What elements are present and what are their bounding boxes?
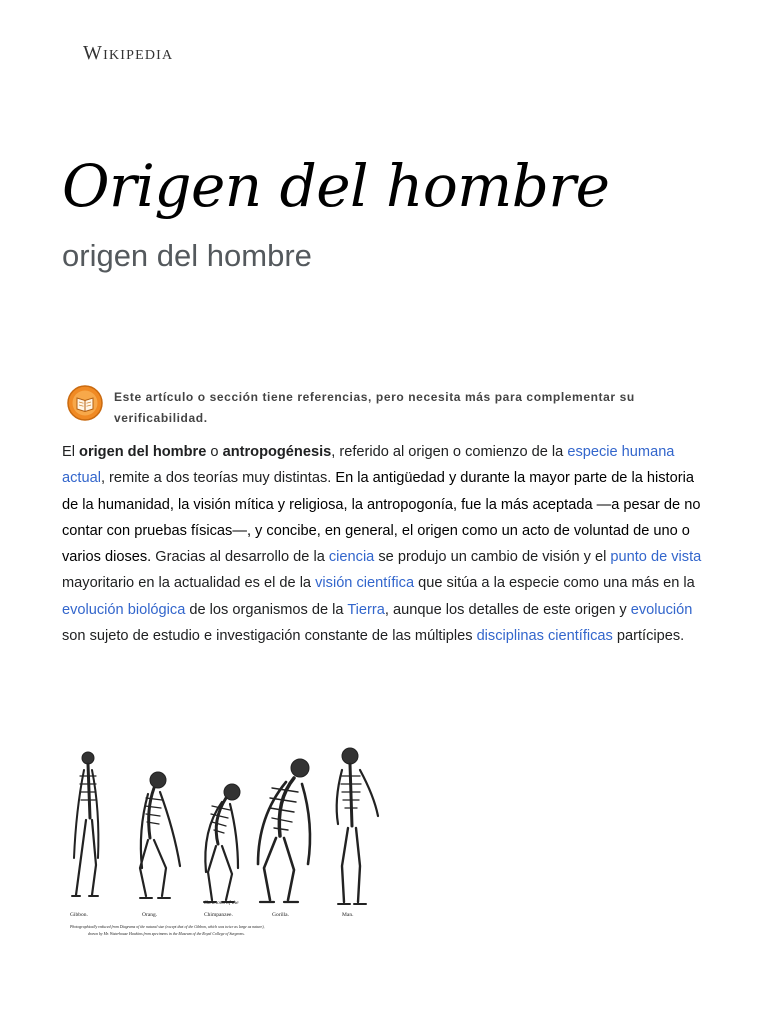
lead-text: , remite a dos teorías muy distintas.: [100, 470, 336, 487]
link-evolucion[interactable]: evolución: [630, 601, 693, 618]
link-especie-humana-actual[interactable]: especie humana actual: [62, 444, 675, 487]
lead-text: El: [62, 444, 80, 460]
link-ciencia[interactable]: ciencia: [328, 549, 375, 566]
orang-skeleton: [140, 772, 180, 898]
book-icon: [66, 384, 104, 422]
label-skeletons-heading: Skeletons of the: [204, 900, 239, 906]
lead-text: , referido al origen o comienzo de la: [331, 444, 568, 460]
label-chimpanzee: Chimpanzee.: [204, 912, 233, 918]
cut-off-caption-line: [62, 966, 702, 974]
lead-text: mayoritario en la actualidad es el de la: [62, 575, 316, 592]
lead-text: son sujeto de estudio e investigación constante de las múltiples: [62, 628, 477, 645]
highlighted-text: En la antigüedad y durante la mayor parte de la historia de la humanidad, la visión mítica y religiosa, la antropogonía, fue la más aceptada —a pesar de no contar con pruebas físicas—, y concibe, en general, el origen como un acto de voluntad de uno o varios dioses.: [62, 470, 701, 566]
lead-text: o: [206, 444, 223, 460]
link-evolucion-biologica[interactable]: evolución biológica: [62, 601, 186, 618]
notice-text: Este artículo o sección tiene referencias, pero necesita más para complementar su verificabilidad.: [114, 390, 635, 425]
link-punto-de-vista[interactable]: punto de vista: [610, 549, 702, 566]
link-vision-cientifica[interactable]: visión científica: [315, 575, 415, 592]
term-antropogenesis: antropogénesis: [222, 444, 332, 460]
lead-text: partícipes.: [612, 628, 685, 645]
lead-text: Gracias al desarrollo de la: [151, 549, 329, 566]
label-man: Man.: [342, 912, 354, 918]
wikipedia-wordmark[interactable]: Wikipedia: [83, 42, 174, 64]
lead-text: se produjo un cambio de visión y el: [374, 549, 611, 566]
skeletons-figure[interactable]: [62, 740, 392, 940]
figure-caption-line2: drawn by Mr. Waterhouse Hawkins from specimens in the Museum of the Royal College of Surgeons.: [88, 932, 245, 936]
link-tierra[interactable]: Tierra: [347, 601, 385, 618]
lead-text: , aunque los detalles de este origen y: [384, 601, 631, 618]
chimpanzee-skeleton: [204, 784, 240, 902]
gibbon-skeleton: [72, 752, 98, 896]
human-skeleton: [337, 748, 378, 904]
lead-text: de los organismos de la: [185, 601, 348, 618]
figure-caption-line1: Photographically reduced from Diagrams of the natural size (except that of the Gibbon, which was twice as large as nature),: [70, 925, 265, 929]
lead-paragraph: [62, 439, 712, 649]
gorilla-skeleton: [258, 759, 310, 902]
term-origen-del-hombre: origen del hombre: [79, 444, 207, 460]
page-subtitle: origen del hombre: [62, 238, 312, 273]
page-title: Origen del hombre: [62, 152, 610, 220]
label-gibbon: Gibbon.: [70, 912, 88, 918]
label-gorilla: Gorilla.: [272, 912, 289, 918]
label-orang: Orang.: [142, 912, 158, 918]
lead-text: que sitúa a la especie como una más en la: [414, 575, 695, 592]
link-disciplinas-cientificas[interactable]: disciplinas científicas: [476, 628, 613, 645]
